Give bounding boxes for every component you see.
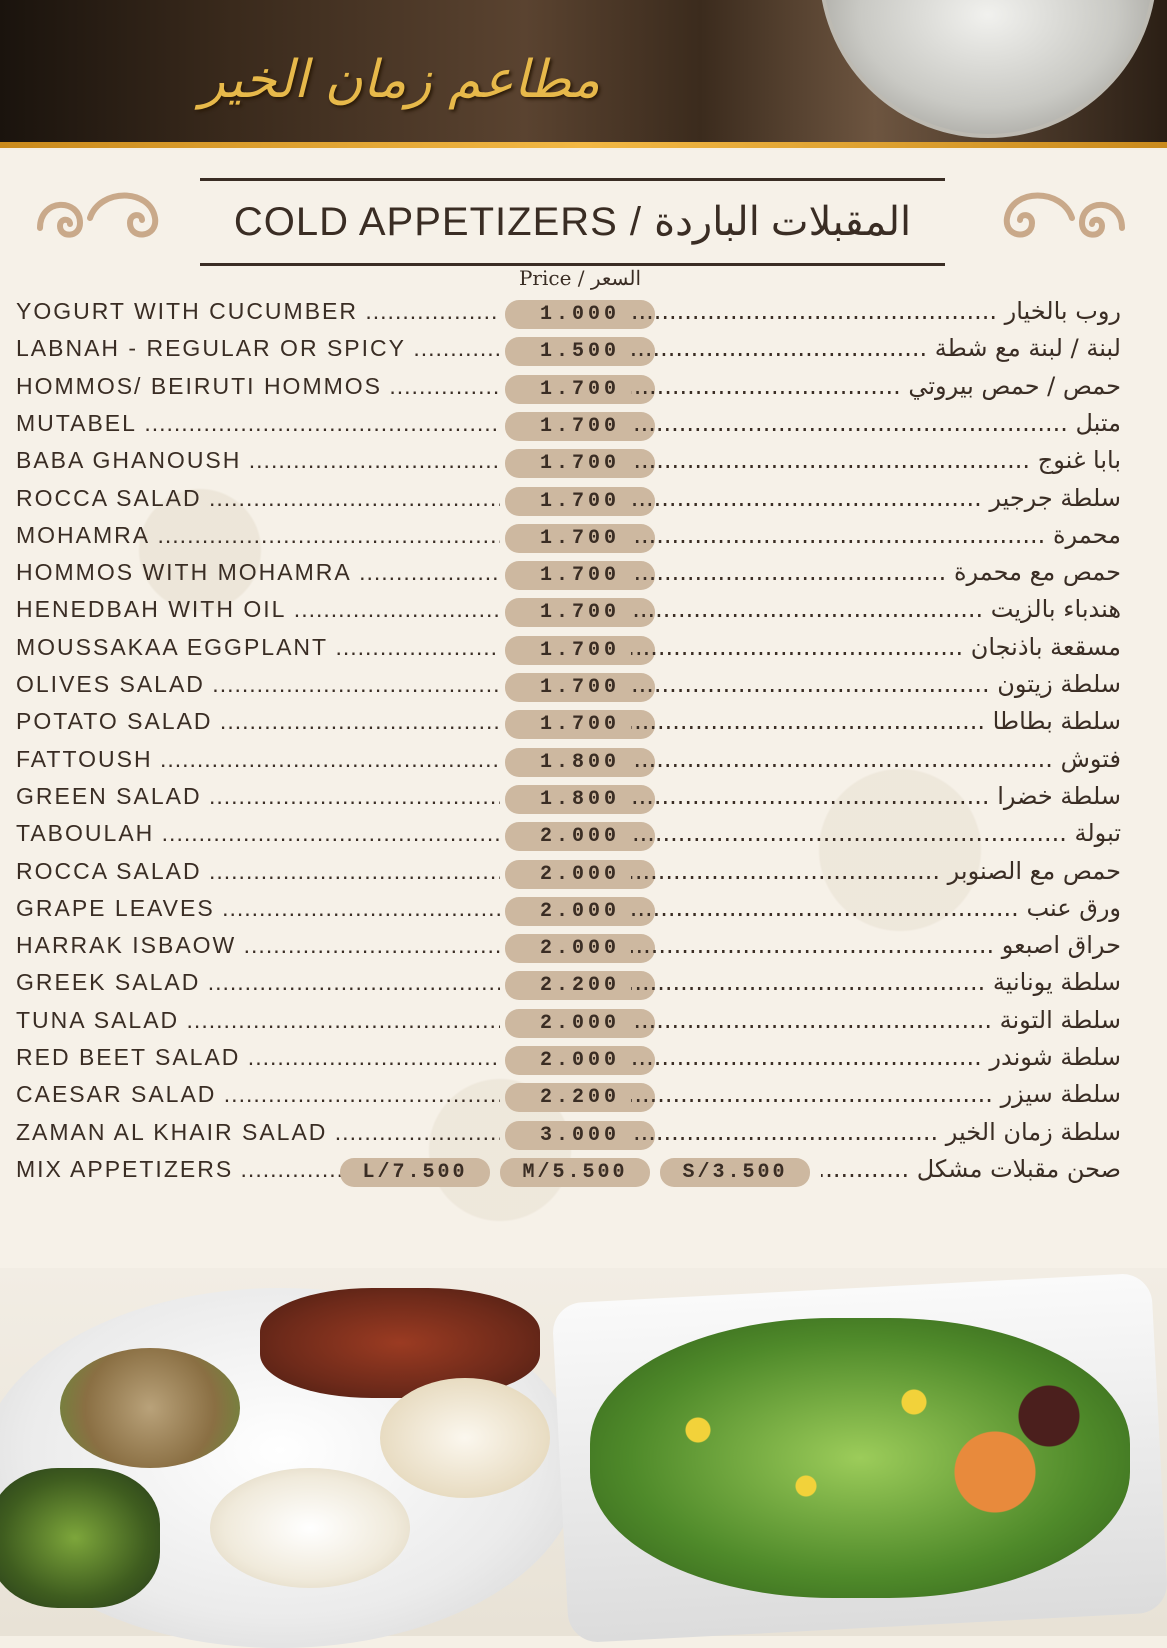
item-name-en: MIX APPETIZERS ..... (16, 1154, 346, 1190)
item-name-ar: سلطة جرجير ..... (631, 483, 1121, 519)
ornament-swirl-left (20, 178, 175, 258)
item-name-ar: حمص / حمص بيروتي ..... (631, 371, 1121, 407)
menu-item-row (0, 594, 1167, 630)
restaurant-logo: مطاعم زمان الخير (199, 50, 601, 110)
menu-item-row-mix (0, 1154, 1167, 1190)
menu-item-row (0, 1117, 1167, 1153)
menu-item-row (0, 706, 1167, 742)
item-price: 2.000 (505, 1009, 655, 1038)
item-name-ar: سلطة سيزر ..... (631, 1079, 1121, 1115)
price-column-label: Price / السعر (518, 266, 642, 290)
menu-item-row (0, 967, 1167, 1003)
item-name-en: CAESAR SALAD ..... (16, 1079, 500, 1115)
item-name-ar: بابا غنوج ..... (631, 445, 1121, 481)
menu-item-row (0, 669, 1167, 705)
item-name-ar: سلطة يونانية ..... (631, 967, 1121, 1003)
menu-item-row (0, 296, 1167, 332)
item-name-ar: لبنة / لبنة مع شطة ..... (631, 333, 1121, 369)
item-price: 1.800 (505, 748, 655, 777)
item-name-en: ROCCA SALAD ..... (16, 856, 500, 892)
header-banner (0, 0, 1167, 148)
item-name-en: FATTOUSH ..... (16, 744, 500, 780)
item-name-en: HOMMOS/ BEIRUTI HOMMOS ..... (16, 371, 500, 407)
item-price: 1.700 (505, 673, 655, 702)
menu-item-row (0, 1005, 1167, 1041)
item-name-en: TUNA SALAD ..... (16, 1005, 500, 1041)
item-price: 3.000 (505, 1121, 655, 1150)
menu-item-row (0, 557, 1167, 593)
food-photos (0, 1268, 1167, 1636)
item-price: 2.000 (505, 934, 655, 963)
item-price: 1.700 (505, 636, 655, 665)
item-price: 1.700 (505, 561, 655, 590)
item-name-ar: حمص مع محمرة ..... (631, 557, 1121, 593)
item-name-en: HENEDBAH WITH OIL ..... (16, 594, 500, 630)
menu-item-row (0, 930, 1167, 966)
item-name-en: MOHAMRA ..... (16, 520, 500, 556)
item-price: 1.700 (505, 449, 655, 478)
item-price-l: L/7.500 (340, 1158, 490, 1187)
item-name-ar: ورق عنب ..... (631, 893, 1121, 929)
item-price: 2.200 (505, 1083, 655, 1112)
menu-item-row (0, 632, 1167, 668)
item-price: 2.000 (505, 860, 655, 889)
section-title-box (200, 178, 945, 266)
item-name-en: HOMMOS WITH MOHAMRA ..... (16, 557, 500, 593)
item-name-en: GREEN SALAD ..... (16, 781, 500, 817)
item-name-en: MUTABEL ..... (16, 408, 500, 444)
item-name-ar: هندباء بالزيت ..... (631, 594, 1121, 630)
food-photo-part (210, 1468, 410, 1588)
menu-item-row (0, 520, 1167, 556)
item-name-ar: سلطة خضرا ..... (631, 781, 1121, 817)
item-price: 1.500 (505, 337, 655, 366)
menu-item-row (0, 1042, 1167, 1078)
item-name-en: BABA GHANOUSH ..... (16, 445, 500, 481)
item-price: 1.800 (505, 785, 655, 814)
menu-item-row (0, 408, 1167, 444)
salad-photo (590, 1318, 1130, 1598)
menu-item-row (0, 781, 1167, 817)
menu-item-row (0, 1079, 1167, 1115)
menu-item-row (0, 818, 1167, 854)
item-price: 1.700 (505, 487, 655, 516)
item-price-s: S/3.500 (660, 1158, 810, 1187)
item-name-ar: سلطة زمان الخير ..... (631, 1117, 1121, 1153)
menu-item-row (0, 445, 1167, 481)
item-name-en: MOUSSAKAA EGGPLANT ..... (16, 632, 500, 668)
item-name-en: GREEK SALAD ..... (16, 967, 500, 1003)
item-name-ar: محمرة ..... (631, 520, 1121, 556)
food-photo-part (0, 1468, 160, 1608)
menu-item-row (0, 856, 1167, 892)
bowl-photo (819, 0, 1157, 138)
item-price: 1.700 (505, 375, 655, 404)
food-photo-part (260, 1288, 540, 1398)
menu-item-row (0, 744, 1167, 780)
item-name-ar: فتوش ..... (631, 744, 1121, 780)
menu-item-row (0, 333, 1167, 369)
item-name-en: LABNAH - REGULAR OR SPICY ..... (16, 333, 500, 369)
item-name-en: POTATO SALAD ..... (16, 706, 500, 742)
item-price: 1.700 (505, 710, 655, 739)
item-name-ar: مسقعة باذنجان ..... (631, 632, 1121, 668)
food-photo-part (60, 1348, 240, 1468)
item-name-en: GRAPE LEAVES ..... (16, 893, 500, 929)
item-name-en: OLIVES SALAD ..... (16, 669, 500, 705)
item-name-ar: سلطة شوندر ..... (631, 1042, 1121, 1078)
item-price: 2.200 (505, 971, 655, 1000)
item-price: 2.000 (505, 1046, 655, 1075)
item-name-ar: متبل ..... (631, 408, 1121, 444)
item-price: 1.700 (505, 524, 655, 553)
item-name-ar: تبولة ..... (631, 818, 1121, 854)
item-price: 1.700 (505, 598, 655, 627)
item-name-ar: سلطة زيتون ..... (631, 669, 1121, 705)
item-price: 2.000 (505, 897, 655, 926)
item-name-en: ROCCA SALAD ..... (16, 483, 500, 519)
item-name-en: YOGURT WITH CUCUMBER ..... (16, 296, 500, 332)
menu-item-row (0, 371, 1167, 407)
food-photo-part (380, 1378, 550, 1498)
item-name-ar: سلطة التونة ..... (631, 1005, 1121, 1041)
item-price: 1.700 (505, 412, 655, 441)
item-price-m: M/5.500 (500, 1158, 650, 1187)
menu-item-row (0, 893, 1167, 929)
item-name-ar: حمص مع الصنوبر ..... (631, 856, 1121, 892)
item-name-en: TABOULAH ..... (16, 818, 500, 854)
item-name-en: ZAMAN AL KHAIR SALAD ..... (16, 1117, 500, 1153)
item-name-ar: سلطة بطاطا ..... (631, 706, 1121, 742)
section-title: COLD APPETIZERS / المقبلات الباردة (233, 200, 912, 244)
item-name-ar: روب بالخيار ..... (631, 296, 1121, 332)
item-name-ar: صحن مقبلات مشكل ..... (821, 1154, 1121, 1190)
item-price: 2.000 (505, 822, 655, 851)
ornament-swirl-right (987, 178, 1142, 258)
item-name-ar: حراق اصبعو ..... (631, 930, 1121, 966)
item-name-en: RED BEET SALAD ..... (16, 1042, 500, 1078)
item-name-en: HARRAK ISBAOW ..... (16, 930, 500, 966)
menu-item-row (0, 483, 1167, 519)
item-price: 1.000 (505, 300, 655, 329)
